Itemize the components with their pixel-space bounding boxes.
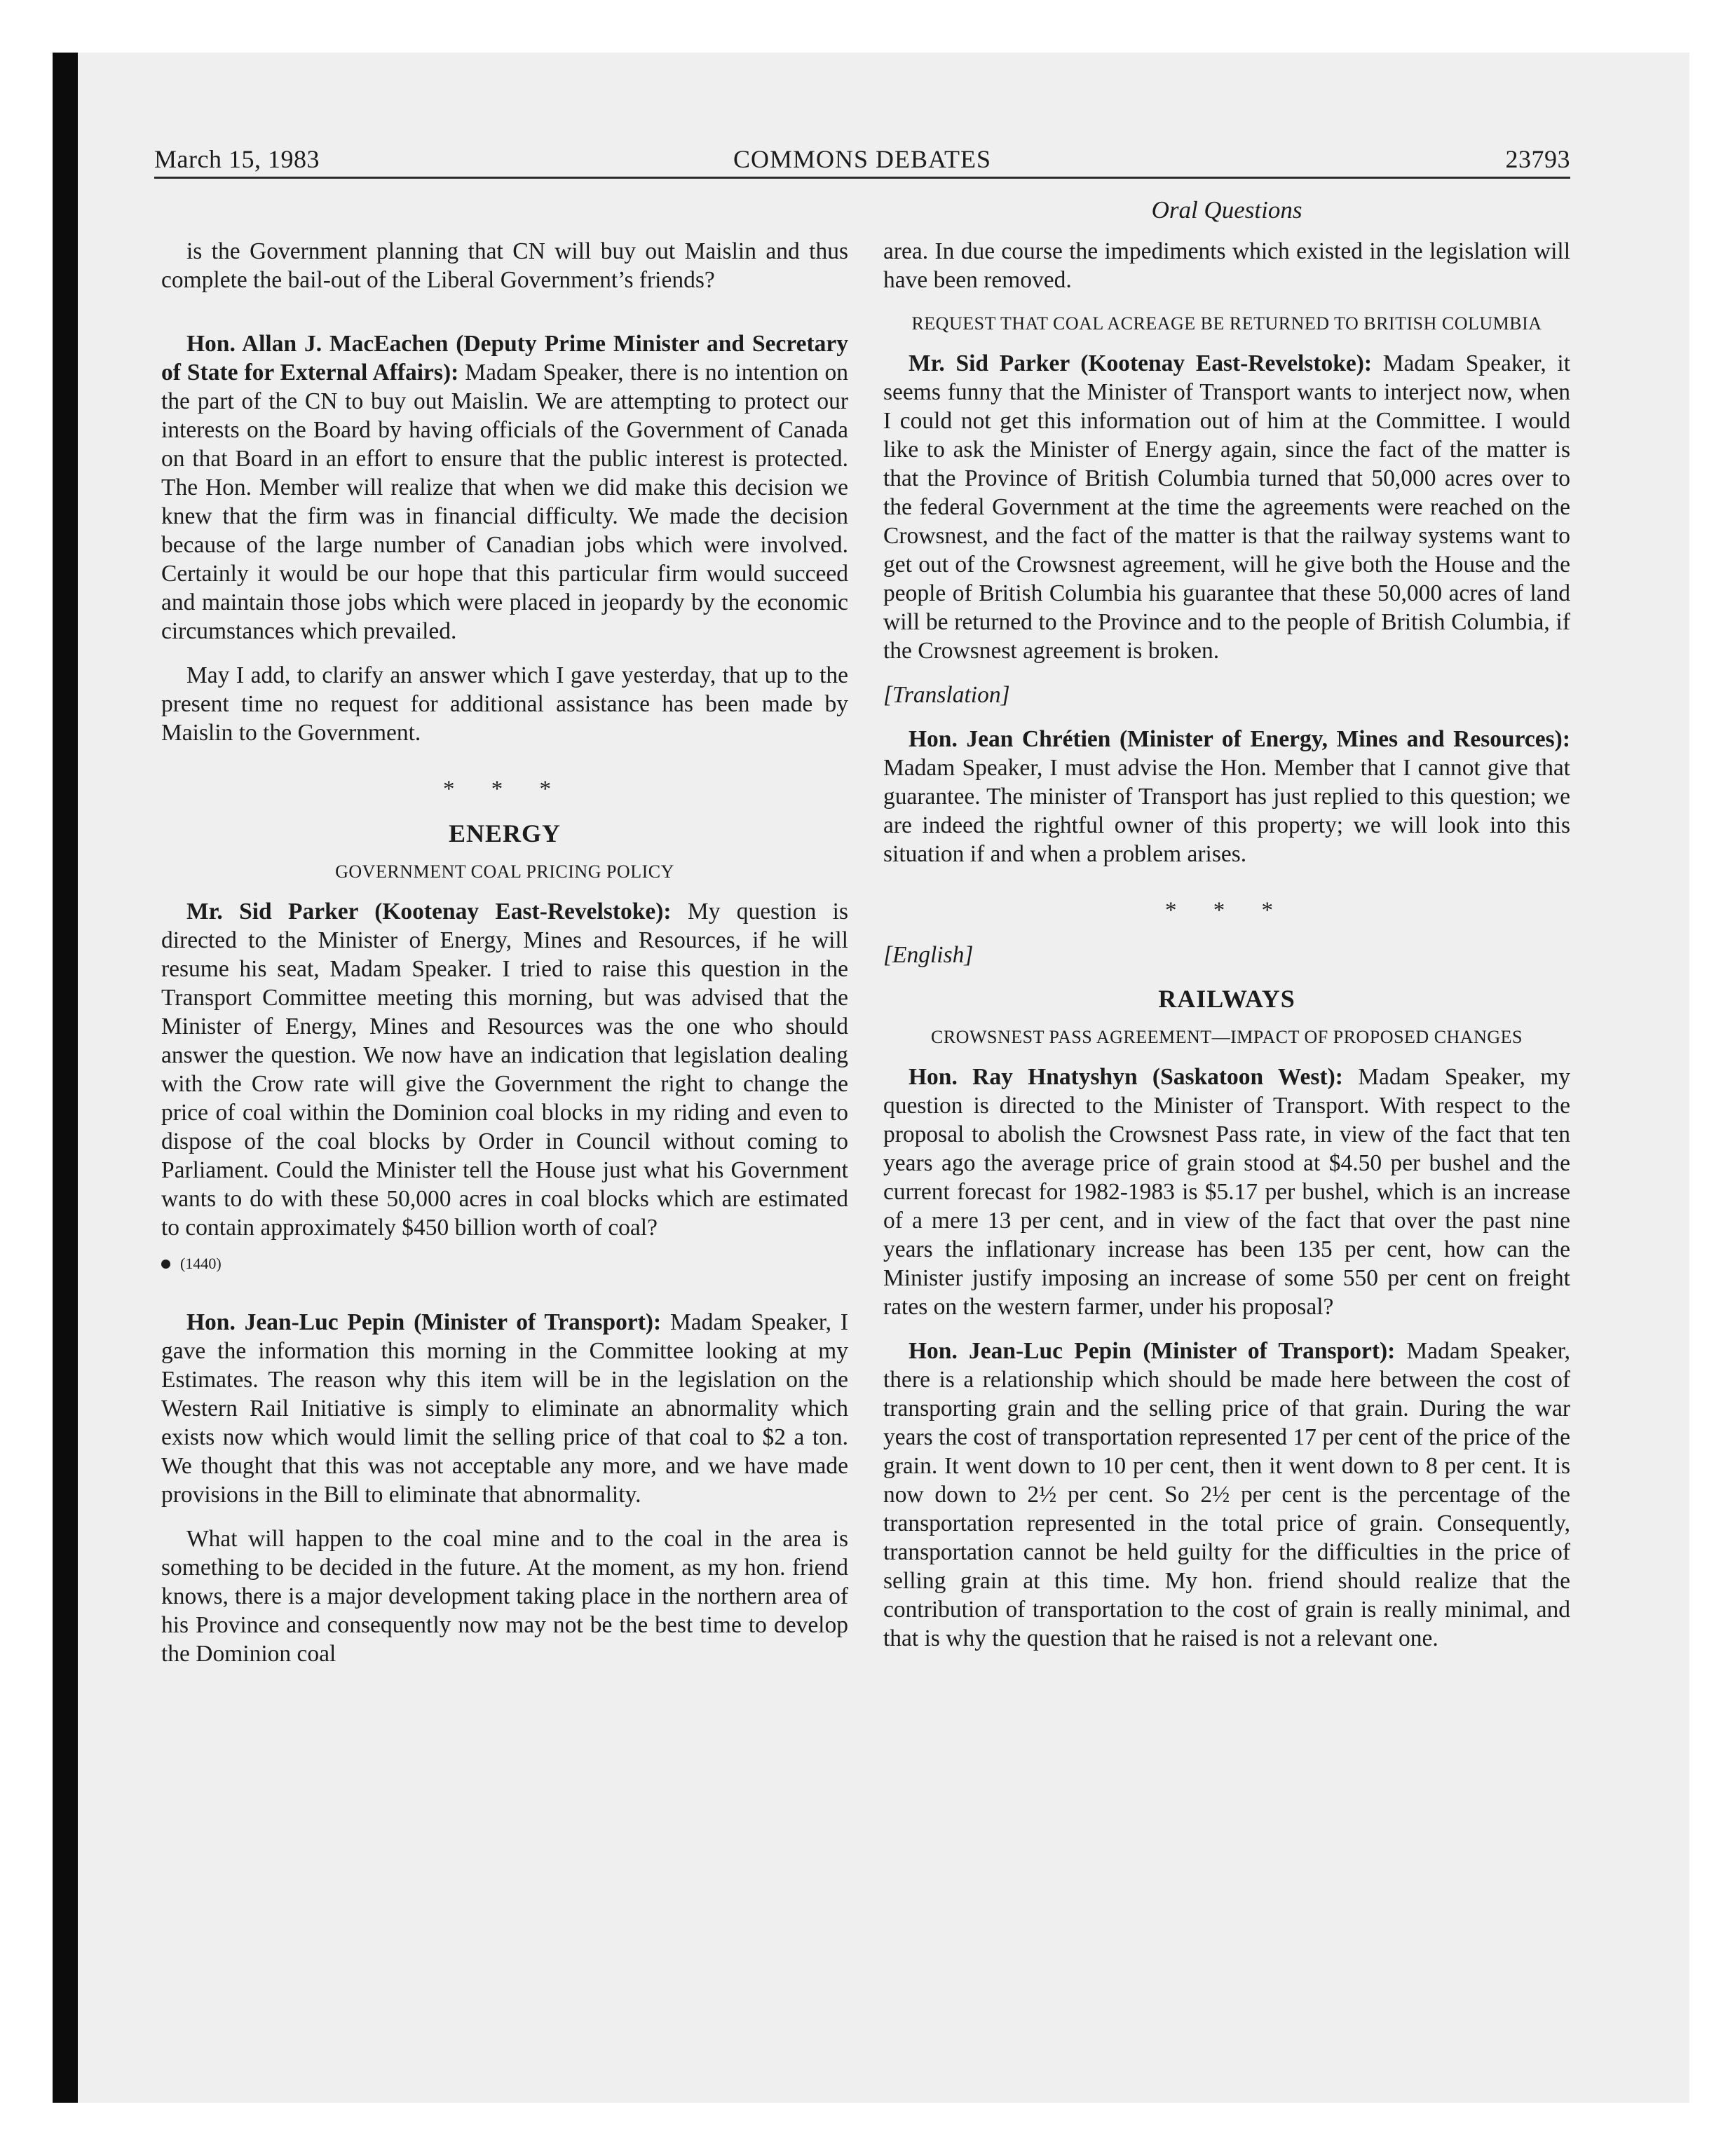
speech-paragraph bbox=[883, 1337, 1570, 1653]
speech-paragraph bbox=[883, 349, 1570, 665]
speaker-name: Hon. Jean-Luc Pepin (Minister of Transport): bbox=[186, 1309, 662, 1335]
speaker-name: Hon. Jean-Luc Pepin (Minister of Transport): bbox=[909, 1338, 1396, 1364]
section-separator: * * * bbox=[1165, 898, 1288, 923]
speech-paragraph bbox=[883, 1063, 1570, 1321]
bullet-icon bbox=[161, 1260, 170, 1269]
speech-text: Madam Speaker, my question is directed to the Minister of Transport. With respect to the proposal to abolish the Crowsnest Pass rate, in view of the fact that ten years ago the average price of grain stood at $4.50 per bushel and the current forecast for 1982-1983 is $5.17 per bushel, which is an increase of a mere 13 per cent, and in view of the fact that over the past nine years the inflationary increase has been 135 per cent, how can the Minister justify imposing an increase of some 550 per cent on freight rates on the western farmer, under his proposal? bbox=[883, 1064, 1570, 1320]
speech-paragraph bbox=[883, 725, 1570, 868]
paragraph: What will happen to the coal mine and to the coal in the area is something to be decided in the future. At the moment, as my hon. friend knows, there is a major development taking place in the northern area of his Province and consequently now may not be the best time to develop the Dominion coal bbox=[161, 1526, 848, 1667]
topic-heading: ENERGY bbox=[448, 819, 562, 847]
header-date: March 15, 1983 bbox=[154, 145, 320, 173]
speech-text: Madam Speaker, there is a relationship which should be made here between the cost of transporting grain and the selling price of that grain. During the war years the cost of transportation represented 17 per cent of the price of the grain. It went down to 10 per cent, then it went down to 8 per cent. It is now down to 2½ per cent. So 2½ per cent is the percentage of the transportation represented in the total price of grain. Consequently, transportation cannot be held guilty for the difficulties in the price of selling grain at this time. My hon. friend should realize that the contribution of transportation to the cost of grain is really minimal, and that is why the question that he raised is not a relevant one. bbox=[883, 1338, 1570, 1651]
subtopic-heading: CROWSNEST PASS AGREEMENT—IMPACT OF PROPOSED CHANGES bbox=[931, 1027, 1523, 1047]
speaker-name: Hon. Ray Hnatyshyn (Saskatoon West): bbox=[909, 1064, 1343, 1090]
subtopic-heading: REQUEST THAT COAL ACREAGE BE RETURNED TO BRITISH COLUMBIA bbox=[911, 313, 1542, 334]
paragraph: area. In due course the impediments which existed in the legislation will have been removed. bbox=[883, 238, 1570, 293]
speaker-name: Hon. Jean Chrétien (Minister of Energy, Mines and Resources): bbox=[909, 726, 1570, 752]
speech-paragraph bbox=[161, 897, 848, 1242]
speaker-name: Hon. Allan J. MacEachen (Deputy Prime Minister and Secretary of State for External Affairs): bbox=[161, 331, 848, 386]
speaker-name: Mr. Sid Parker (Kootenay East-Revelstoke): bbox=[186, 899, 672, 925]
time-marker-text: (1440) bbox=[180, 1255, 222, 1272]
header-rule bbox=[154, 177, 1570, 179]
speech-text: Madam Speaker, there is no intention on the part of the CN to buy out Maislin. We are attempting to protect our interests on the Board by having officials of the Government of Canada on that Board in an effort to ensure that the public interest is protected. The Hon. Member will realize that when we did make this decision we knew that the firm was in financial difficulty. We made the decision because of the large number of Canadian jobs which were involved. Certainly it would be our hope that this particular firm would succeed and maintain those jobs which were placed in jeopardy by the economic circumstances which prevailed. bbox=[161, 360, 848, 644]
speech-text: Madam Speaker, it seems funny that the Minister of Transport wants to interject now, when I could not get this information out of him at the Committee. I would like to ask the Minister of Energy again, since the fact of the matter is that the Province of British Columbia turned that 50,000 acres over to the federal Government at the time the agreements were reached on the Crowsnest, and the fact of the matter is that the railway systems want to get out of the Crowsnest agreement, will he give both the House and the people of British Columbia his guarantee that these 50,000 acres of land will be returned to the Province and to the people of British Columbia, if the Crowsnest agreement is broken. bbox=[883, 350, 1571, 664]
topic-heading: RAILWAYS bbox=[1158, 985, 1295, 1013]
speech-text: Madam Speaker, I must advise the Hon. Member that I cannot give that guarantee. The minister of Transport has just replied to this question; we are indeed the rightful owner of this property; we will look into this situation if and when a problem arises. bbox=[883, 755, 1570, 867]
section-label: Oral Questions bbox=[1151, 196, 1302, 224]
section-separator: * * * bbox=[443, 777, 566, 802]
speech-text: My question is directed to the Minister of Energy, Mines and Resources, if he will resume his seat, Madam Speaker. I tried to raise this question in the Transport Committee meeting this morning, but was advised that the Minister of Energy, Mines and Resources was the one who should answer the question. We now have an indication that legislation dealing with the Crow rate will give the Government the right to change the price of coal within the Dominion coal blocks in my riding and even to dispose of the coal blocks by Order in Council without coming to Parliament. Could the Minister tell the House just what his Government wants to do with these 50,000 acres in coal blocks which are estimated to contain approximately $450 billion worth of coal? bbox=[161, 899, 848, 1241]
speech-text: Madam Speaker, I gave the information this morning in the Committee looking at my Estimates. The reason why this item will be in the legislation on the Western Rail Initiative is simply to eliminate an abnormality which exists now which would limit the selling price of that coal to $2 a ton. We thought that this was not acceptable any more, and we have made provisions in the Bill to eliminate that abnormality. bbox=[161, 1309, 848, 1508]
paragraph: May I add, to clarify an answer which I gave yesterday, that up to the present time no request for additional assistance has been made by Maislin to the Government. bbox=[161, 662, 848, 746]
language-marker: [English] bbox=[883, 942, 974, 968]
language-marker: [Translation] bbox=[883, 682, 1010, 708]
paragraph: is the Government planning that CN will buy out Maislin and thus complete the bail-out of the Liberal Government’s friends? bbox=[161, 238, 848, 293]
left-column bbox=[161, 237, 848, 1668]
subtopic-heading: GOVERNMENT COAL PRICING POLICY bbox=[335, 861, 674, 882]
speaker-name: Mr. Sid Parker (Kootenay East-Revelstoke): bbox=[909, 350, 1373, 376]
speech-paragraph bbox=[161, 1308, 848, 1509]
running-header bbox=[154, 144, 1570, 178]
right-column bbox=[883, 237, 1570, 1653]
speech-paragraph bbox=[161, 329, 848, 646]
time-marker bbox=[161, 1253, 848, 1274]
header-page-number: 23793 bbox=[1505, 145, 1570, 173]
header-publication: COMMONS DEBATES bbox=[733, 145, 992, 173]
binding-edge bbox=[53, 53, 78, 2103]
